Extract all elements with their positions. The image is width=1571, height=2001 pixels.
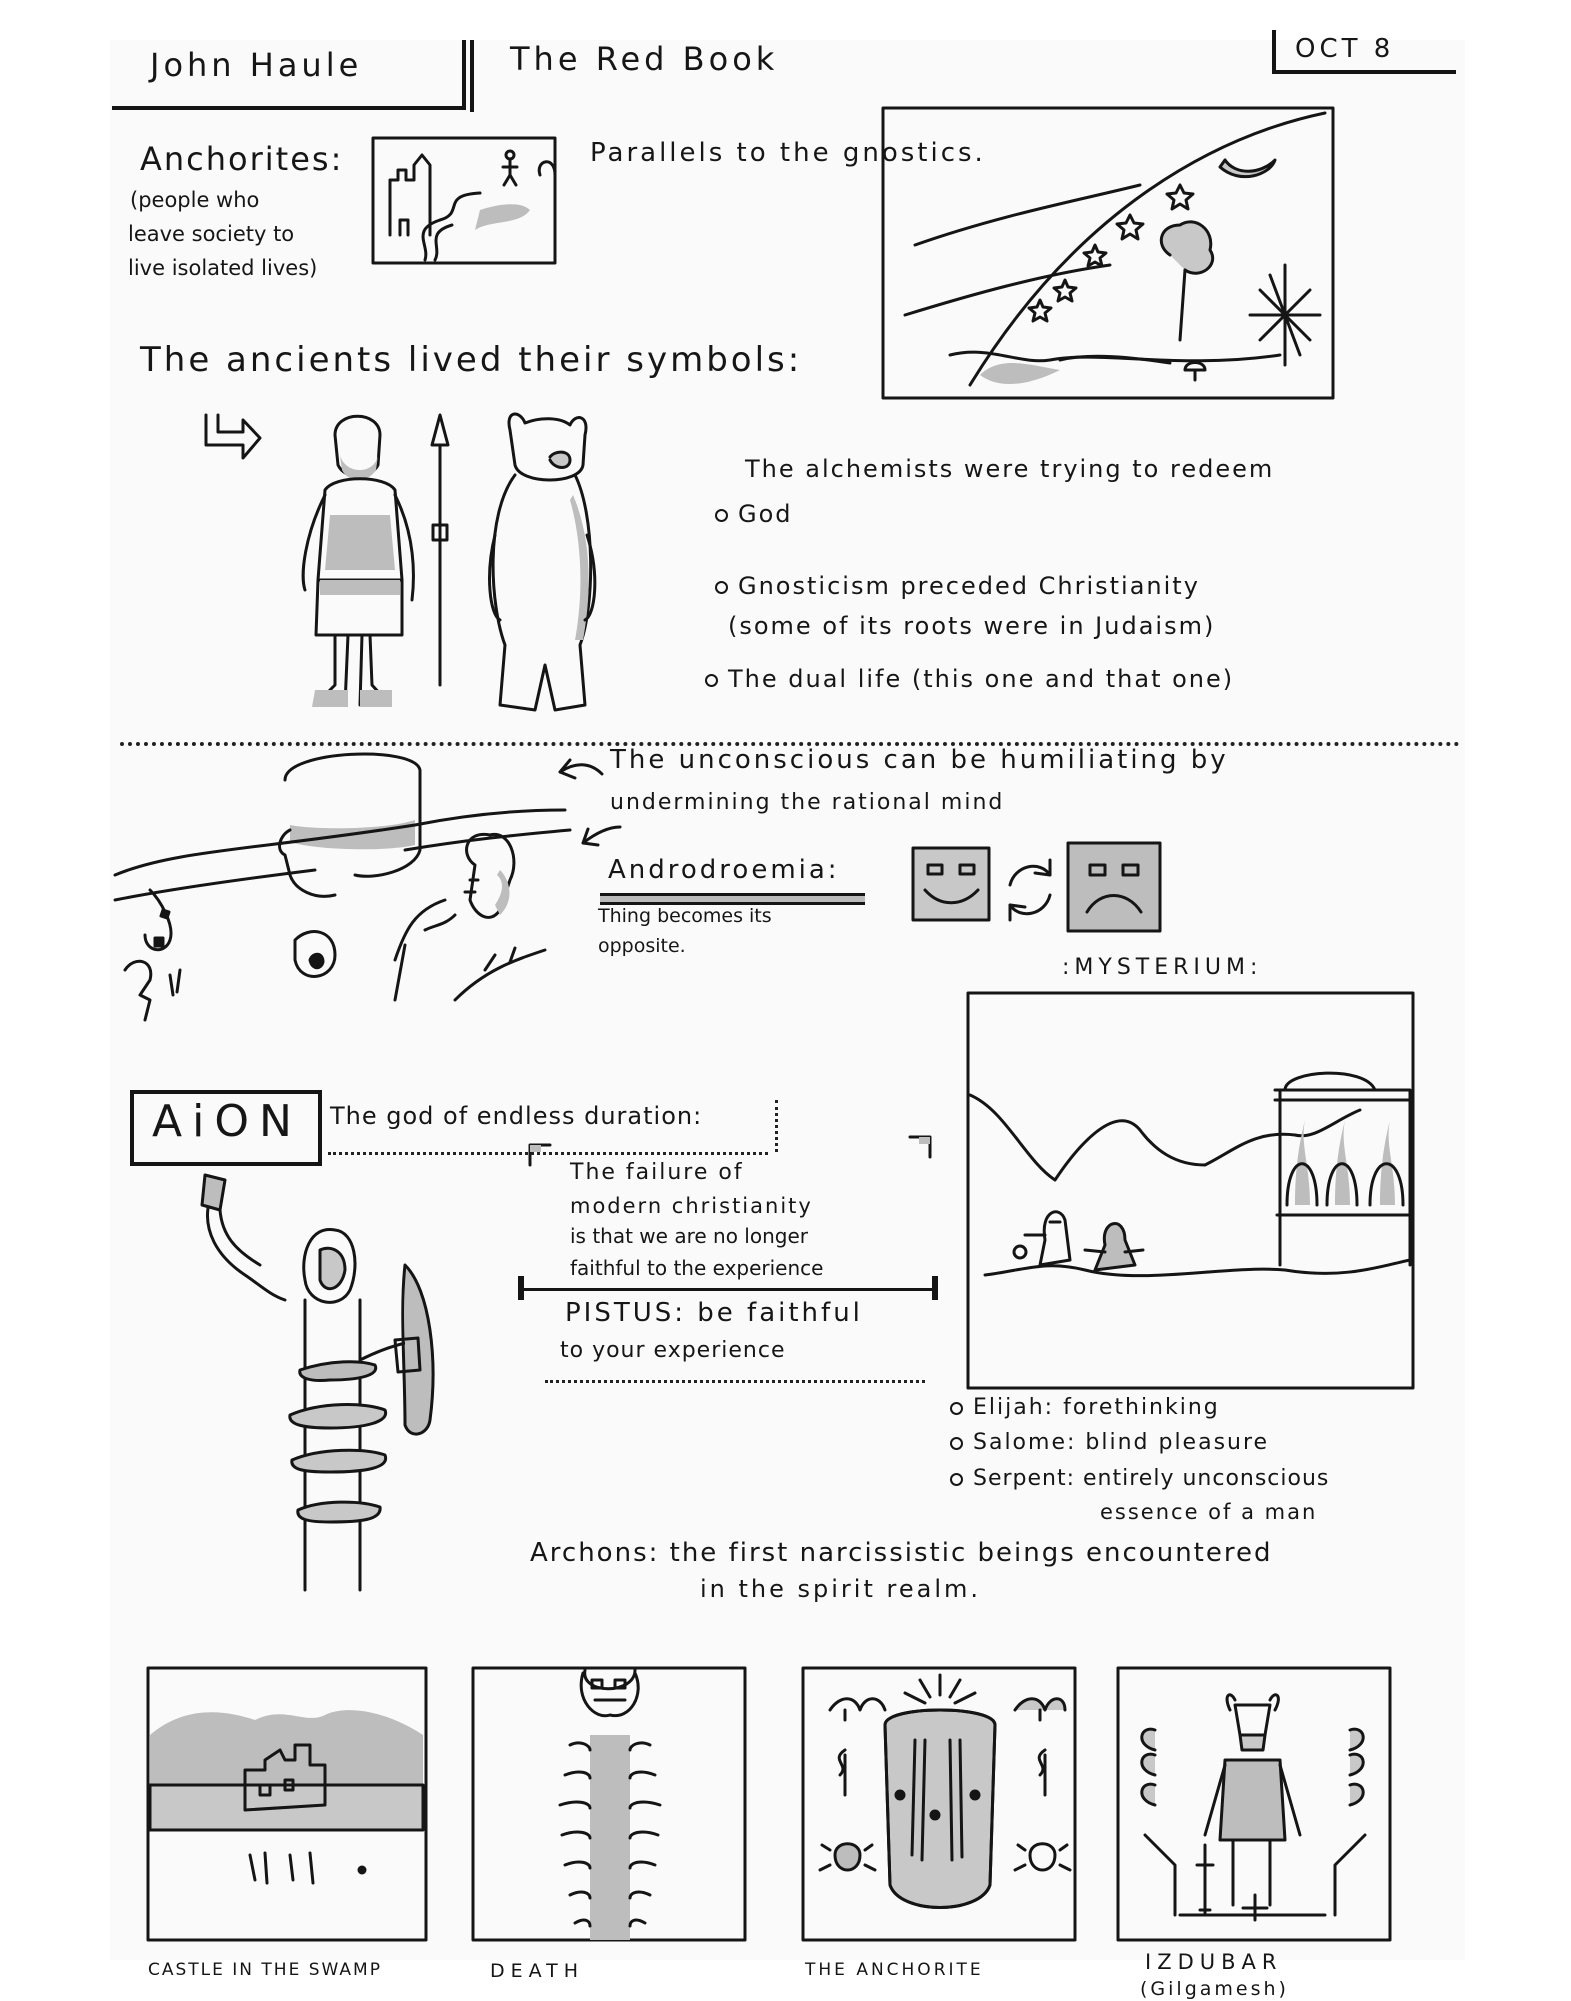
pistus-dots [545, 1380, 925, 1383]
character-salome-text: Salome: blind pleasure [973, 1430, 1270, 1455]
bullet-icon [950, 1473, 963, 1486]
panel-caption-gilgamesh: (Gilgamesh) [1140, 1978, 1289, 2000]
horned-figure-icon [1115, 1665, 1395, 1945]
arrow-left-icon [568, 815, 628, 855]
anchorites-def-1: (people who [130, 188, 260, 212]
panel-caption-anchorite: THE ANCHORITE [805, 1960, 984, 1980]
man-with-spear-figure [290, 395, 460, 725]
cosmos-sketch [880, 105, 1340, 405]
character-elijah [950, 1395, 1220, 1421]
humiliated-head-sketch [115, 730, 575, 1050]
anchorites-def-2: leave society to [128, 222, 295, 246]
unconscious-line-2: undermining the rational mind [610, 790, 1005, 815]
bullet-icon [950, 1437, 963, 1450]
parallels-text: Parallels to the gnostics. [590, 138, 986, 168]
bullet-alchemists-1: The alchemists were trying to redeem [745, 455, 1275, 483]
bullet-alchemists-god: God [738, 500, 793, 528]
castle-icon [145, 1665, 430, 1945]
bullet-dual-life-text: The dual life (this one and that one) [728, 665, 1235, 693]
bullet-gnosticism-2: (some of its roots were in Judaism) [728, 612, 1216, 640]
character-serpent [950, 1466, 1329, 1492]
happy-face-icon [910, 845, 995, 925]
aion-deity-figure [180, 1170, 470, 1610]
castle-landscape-icon [370, 135, 560, 270]
panel-caption-death: DEATH [490, 1960, 585, 1982]
failure-line-4: faithful to the experience [570, 1256, 824, 1280]
aion-bracket [765, 1100, 778, 1152]
bracket-corner-left-icon [525, 1140, 555, 1170]
androdroemia-def-2: opposite. [598, 935, 686, 957]
panel-caption-castle: CASTLE IN THE SWAMP [148, 1960, 382, 1980]
mysterium-scene [965, 990, 1420, 1400]
arrow-right-icon [198, 410, 268, 470]
aion-definition: The god of endless duration: [330, 1102, 703, 1130]
pistus-line-1: PISTUS: be faithful [565, 1298, 863, 1328]
header-title: The Red Book [510, 40, 779, 78]
bullet-dual-life [705, 665, 1234, 694]
bullet-icon [950, 1402, 963, 1415]
archons-line-2: in the spirit realm. [700, 1575, 981, 1603]
failure-rule-end-left [518, 1276, 524, 1300]
failure-line-1: The failure of [570, 1160, 744, 1185]
bullet-icon [715, 581, 728, 594]
arrow-left-icon [540, 752, 610, 792]
panel-caption-izdubar: IZDUBAR [1145, 1950, 1283, 1974]
archons-line-1: Archons: the first narcissistic beings encountered [530, 1538, 1273, 1568]
failure-rule [520, 1288, 935, 1291]
header-author: John Haule [150, 46, 363, 84]
tablet-icon [800, 1665, 1080, 1945]
androdroemia-underline [600, 893, 865, 905]
swap-arrows-icon [1000, 855, 1060, 925]
character-serpent-cont: essence of a man [1100, 1500, 1318, 1524]
failure-line-2: modern christianity [570, 1194, 813, 1218]
character-salome [950, 1430, 1269, 1456]
aion-label: AiON [152, 1096, 302, 1147]
anchorites-def-3: live isolated lives) [128, 256, 318, 280]
bear-figure [475, 405, 615, 725]
failure-line-3: is that we are no longer [570, 1224, 808, 1248]
anchorites-term: Anchorites: [140, 140, 344, 178]
character-elijah-text: Elijah: forethinking [973, 1395, 1220, 1420]
bullet-alchemists-2 [715, 500, 793, 529]
header-box-outer [470, 40, 474, 112]
sad-face-icon [1065, 840, 1165, 935]
failure-rule-end-right [932, 1276, 938, 1300]
bullet-gnosticism-text: Gnosticism preceded Christianity [738, 572, 1200, 600]
androdroemia-term: Androdroemia: [608, 855, 840, 885]
ancients-heading: The ancients lived their symbols: [140, 340, 803, 380]
bullet-gnosticism-1 [715, 572, 1200, 601]
bullet-icon [715, 509, 728, 522]
bullet-icon [705, 674, 718, 687]
pistus-line-2: to your experience [560, 1338, 786, 1363]
unconscious-line-1: The unconscious can be humiliating by [610, 745, 1229, 775]
spine-icon [470, 1665, 750, 1945]
androdroemia-def-1: Thing becomes its [598, 905, 772, 927]
mysterium-label: :MYSTERIUM: [1062, 955, 1263, 980]
bracket-corner-right-icon [905, 1132, 935, 1162]
character-serpent-text: Serpent: entirely unconscious [973, 1466, 1330, 1491]
header-date: OCT 8 [1295, 34, 1395, 64]
